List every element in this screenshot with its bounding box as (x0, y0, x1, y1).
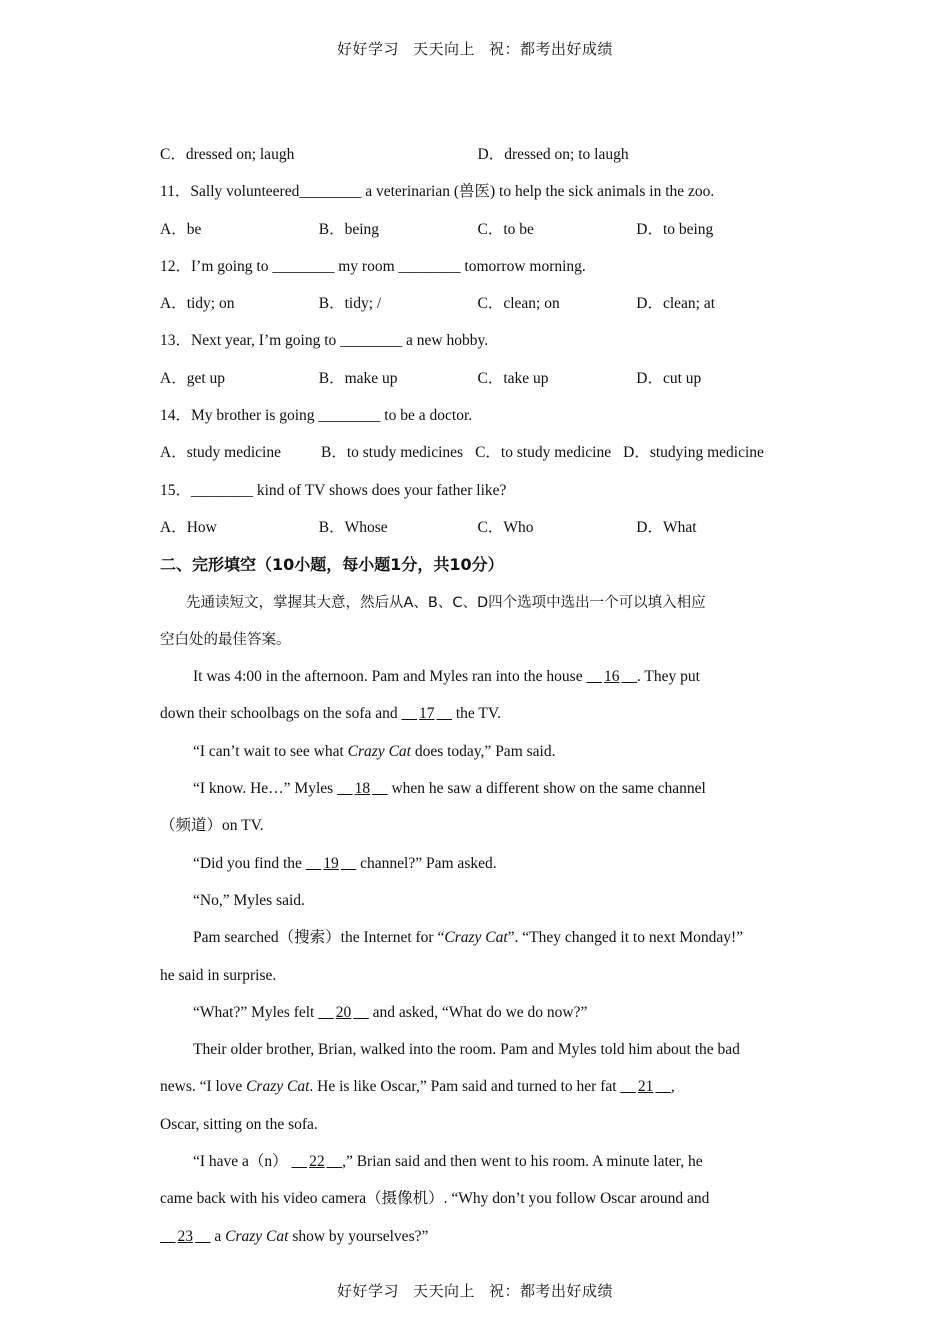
passage-text: channel?” Pam asked. (356, 854, 497, 872)
option-d: D．clean; at (636, 295, 716, 313)
blank-23: 23 (177, 1227, 193, 1245)
section-instruction: 先通读短文，掌握其大意，然后从A、B、C、D四个选项中选出一个可以填入相应 (186, 594, 706, 611)
option-a: A．get up (160, 369, 226, 387)
passage-line: Oscar, sitting on the sofa. (160, 1115, 318, 1133)
option-b: B．to study medicines (321, 444, 464, 462)
header-motto-1: 好好学习 (336, 40, 399, 58)
passage-line (160, 1074, 795, 1111)
passage-text: does today,” Pam said. (410, 742, 556, 760)
passage-text: “I can’t wait to see what (193, 742, 348, 760)
passage-text: news. “I love (160, 1078, 247, 1096)
option-b: B．Whose (318, 518, 388, 536)
option-c: C．clean; on (477, 295, 560, 313)
blank-18: 18 (354, 780, 371, 798)
show-title: Crazy Cat (225, 1227, 289, 1245)
passage-line (160, 1000, 795, 1037)
passage-line: Their older brother, Brian, walked into the room. Pam and Myles told him about the bad (193, 1041, 740, 1059)
passage-text: the TV. (452, 705, 501, 723)
passage-line (160, 1224, 795, 1261)
question-15-stem: 15．________ kind of TV shows does your father like? (160, 481, 507, 499)
passage-text: and asked, “What do we do now?” (368, 1003, 588, 1021)
passage-text: “What?” Myles felt (193, 1003, 319, 1021)
section-instruction-cont: 空白处的最佳答案。 (160, 631, 291, 648)
passage-text: down their schoolbags on the sofa and (160, 705, 402, 723)
passage-text: . He is like Oscar,” Pam said and turned to her fat (309, 1078, 621, 1096)
passage-line (160, 851, 795, 888)
option-c: C．Who (477, 518, 534, 536)
passage-text: “Did you find the (193, 854, 306, 872)
option-c: C．dressed on; laugh (160, 146, 295, 163)
passage-text: It was 4:00 in the afternoon. Pam and Myles ran into the house (193, 668, 587, 686)
passage-line (160, 739, 795, 776)
option-c: C．to study medicine (475, 444, 612, 462)
passage-text: when he saw a different show on the same channel (387, 780, 706, 798)
passage-line (160, 925, 795, 962)
passage-text: , (670, 1078, 675, 1096)
blank-19: 19 (323, 854, 339, 872)
passage-line (160, 664, 795, 701)
passage-text: “I have a（n） (193, 1153, 292, 1171)
question-12-options (160, 291, 795, 328)
show-title: Crazy Cat (246, 1078, 310, 1096)
blank-20: 20 (335, 1003, 352, 1021)
option-b: B．being (318, 220, 380, 238)
page-footer (0, 1280, 950, 1301)
option-c: C．take up (477, 369, 549, 387)
option-d: D．cut up (636, 369, 702, 387)
footer-motto-2: 天天向上 (412, 1282, 475, 1300)
option-c: C．to be (477, 220, 534, 238)
passage-line (160, 1149, 795, 1186)
question-11-options (160, 217, 795, 254)
question-14-stem: 14．My brother is going ________ to be a doctor. (160, 407, 473, 425)
question-14-options (160, 440, 795, 477)
option-d: D．to being (636, 220, 714, 238)
option-d: D．studying medicine (623, 444, 764, 462)
passage-text: . They put (636, 668, 700, 686)
passage-line (160, 776, 795, 813)
option-a: A．be (160, 220, 202, 238)
passage-text: ,” Brian said and then went to his room. A minute later, he (342, 1153, 703, 1171)
passage-line: came back with his video camera（摄像机）. “Why don’t you follow Oscar around and (160, 1190, 710, 1208)
blank-16: 16 (603, 668, 620, 686)
question-13-options (160, 366, 795, 403)
question-11-stem: 11．Sally volunteered________ a veterinarian (兽医) to help the sick animals in the zoo. (160, 183, 715, 201)
option-a: A．How (160, 518, 217, 536)
blank-17: 17 (419, 705, 435, 723)
option-d: D．What (636, 518, 697, 536)
passage-text: ”. “They changed it to next Monday!” (507, 929, 744, 947)
passage-line: （频道）on TV. (160, 817, 264, 835)
page-header (0, 38, 950, 59)
passage-line: “No,” Myles said. (193, 891, 305, 909)
option-b: B．make up (318, 369, 398, 387)
blank-21: 21 (637, 1078, 654, 1096)
section-title: 二、完形填空（10小题，每小题1分，共10分） (160, 555, 504, 575)
document-body (160, 142, 795, 1261)
question-13-stem: 13．Next year, I’m going to ________ a new hobby. (160, 332, 489, 350)
blank-22: 22 (309, 1153, 325, 1171)
header-motto-3: 祝：都考出好成绩 (489, 40, 614, 58)
footer-motto-1: 好好学习 (336, 1282, 399, 1300)
header-motto-2: 天天向上 (412, 40, 475, 58)
option-a: A．study medicine (160, 444, 281, 462)
question-12-stem: 12．I’m going to ________ my room ________ tomorrow morning. (160, 257, 586, 275)
passage-text: show by yourselves?” (288, 1227, 429, 1245)
passage-line (160, 701, 795, 738)
passage-text: Pam searched（搜索）the Internet for “ (193, 929, 445, 947)
show-title: Crazy Cat (444, 929, 508, 947)
q10-options (160, 142, 795, 179)
option-b: B．tidy; / (318, 295, 382, 313)
show-title: Crazy Cat (347, 742, 411, 760)
passage-text: a (210, 1227, 226, 1245)
footer-motto-3: 祝：都考出好成绩 (489, 1282, 614, 1300)
passage-text: “I know. He…” Myles (193, 780, 338, 798)
question-15-options (160, 515, 795, 552)
passage-line: he said in surprise. (160, 966, 277, 984)
option-d: D．dressed on; to laugh (477, 146, 629, 163)
option-a: A．tidy; on (160, 295, 235, 313)
